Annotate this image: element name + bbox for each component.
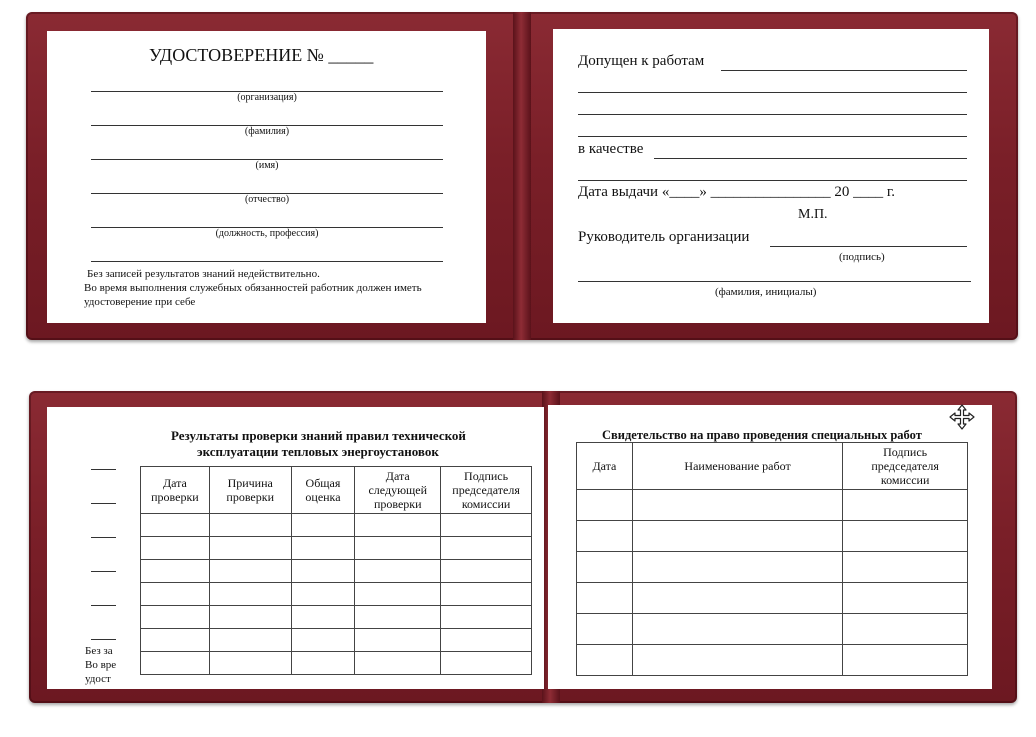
table-cell	[141, 560, 210, 583]
column-header: Дата проверки	[141, 467, 210, 514]
table-cell	[577, 645, 633, 676]
table-cell	[291, 583, 355, 606]
table-cell	[141, 606, 210, 629]
special-works-row	[577, 645, 968, 676]
table-cell	[291, 537, 355, 560]
issue-date: Дата выдачи «____» ________________ 20 ____ г.	[578, 184, 896, 200]
table-cell	[209, 652, 291, 675]
table-cell	[843, 521, 968, 552]
admitted-label: Допущен к работам	[578, 53, 705, 69]
table-cell	[441, 583, 532, 606]
table-cell	[843, 490, 968, 521]
surname-caption: (фамилия)	[244, 126, 290, 137]
admitted-line-4	[578, 136, 967, 137]
table-cell	[291, 629, 355, 652]
head-label: Руководитель организации	[578, 229, 750, 245]
table-cell	[632, 614, 842, 645]
table-cell	[632, 490, 842, 521]
special-works-table	[576, 442, 968, 676]
table-cell	[355, 652, 441, 675]
table-cell	[843, 552, 968, 583]
table-cell	[441, 606, 532, 629]
patronymic-caption: (отчество)	[244, 194, 290, 205]
signature-caption: (подпись)	[839, 251, 885, 263]
table-cell	[632, 645, 842, 676]
hidden-page-line-2	[91, 503, 116, 504]
duty-note-end: удостоверение при себе	[84, 296, 196, 308]
table-cell	[141, 514, 210, 537]
special-works-row	[577, 583, 968, 614]
hidden-page-line-4	[91, 571, 116, 572]
hidden-note-2: Во вре	[85, 659, 117, 671]
table-cell	[355, 560, 441, 583]
table-cell	[441, 514, 532, 537]
table-cell	[209, 537, 291, 560]
table-cell	[843, 645, 968, 676]
duty-note: Во время выполнения служебных обязанностей работник должен иметь	[84, 282, 422, 294]
table-cell	[209, 583, 291, 606]
hidden-note-3: удост	[85, 673, 111, 685]
organization-caption: (организация)	[237, 92, 297, 103]
table-cell	[355, 629, 441, 652]
results-table-body	[141, 514, 532, 675]
table-cell	[355, 583, 441, 606]
hidden-note-1: Без за	[85, 645, 113, 657]
table-cell	[209, 560, 291, 583]
results-row	[141, 514, 532, 537]
table-cell	[355, 537, 441, 560]
table-cell	[141, 583, 210, 606]
table-cell	[577, 552, 633, 583]
table-cell	[577, 614, 633, 645]
results-header-row	[141, 467, 532, 514]
table-cell	[441, 629, 532, 652]
special-works-row	[577, 490, 968, 521]
table-cell	[632, 521, 842, 552]
special-works-page	[548, 405, 992, 689]
hidden-page-line-1	[91, 469, 116, 470]
as-line-2	[578, 180, 967, 181]
position-caption: (должность, профессия)	[215, 228, 319, 239]
blank-line	[91, 261, 443, 262]
column-header: Подпись председателя комиссии	[441, 467, 532, 514]
results-row	[141, 652, 532, 675]
certificate-front-page	[47, 31, 486, 323]
results-title-line2: эксплуатации тепловых энергоустановок	[197, 444, 439, 459]
table-cell	[355, 606, 441, 629]
head-signature-line	[770, 246, 967, 247]
table-cell	[291, 606, 355, 629]
table-cell	[291, 560, 355, 583]
table-cell	[355, 514, 441, 537]
results-row	[141, 606, 532, 629]
table-cell	[291, 652, 355, 675]
table-cell	[141, 537, 210, 560]
results-row	[141, 537, 532, 560]
special-works-header-row	[577, 443, 968, 490]
special-works-row	[577, 521, 968, 552]
column-header: Общая оценка	[291, 467, 355, 514]
name-initials-caption: (фамилия, инициалы)	[715, 286, 817, 298]
as-line	[654, 158, 967, 159]
column-header: Наименование работ	[632, 443, 842, 490]
knowledge-check-page	[47, 407, 544, 689]
table-cell	[141, 629, 210, 652]
move-cursor-icon	[949, 404, 975, 430]
head-name-line	[578, 281, 971, 282]
admitted-line-3	[578, 114, 967, 115]
validity-note: Без записей результатов знаний недействительно.	[87, 268, 320, 280]
admitted-line	[721, 70, 967, 71]
table-cell	[577, 490, 633, 521]
hidden-page-line-5	[91, 605, 116, 606]
special-works-title: Свидетельство на право проведения специальных работ	[602, 428, 922, 442]
results-row	[141, 560, 532, 583]
top-booklet-spine	[513, 12, 531, 340]
table-cell	[441, 537, 532, 560]
table-cell	[441, 652, 532, 675]
table-cell	[291, 514, 355, 537]
hidden-page-line-6	[91, 639, 116, 640]
table-cell	[577, 521, 633, 552]
stamp-label: М.П.	[798, 207, 828, 222]
certificate-title: УДОСТОВЕРЕНИЕ № _____	[149, 45, 374, 65]
column-header: Причина проверки	[209, 467, 291, 514]
results-row	[141, 583, 532, 606]
hidden-page-line-3	[91, 537, 116, 538]
special-works-row	[577, 614, 968, 645]
column-header: Дата следующей проверки	[355, 467, 441, 514]
table-cell	[141, 652, 210, 675]
table-cell	[843, 583, 968, 614]
admitted-line-2	[578, 92, 967, 93]
table-cell	[843, 614, 968, 645]
special-works-row	[577, 552, 968, 583]
as-label: в качестве	[578, 141, 644, 157]
name-caption: (имя)	[255, 160, 279, 171]
table-cell	[632, 552, 842, 583]
table-cell	[209, 629, 291, 652]
table-cell	[209, 514, 291, 537]
table-cell	[441, 560, 532, 583]
special-works-table-body	[577, 490, 968, 676]
table-cell	[632, 583, 842, 614]
column-header: Дата	[577, 443, 633, 490]
certificate-admission-page	[553, 29, 989, 323]
table-cell	[577, 583, 633, 614]
column-header: Подпись председателя комиссии	[843, 443, 968, 490]
results-row	[141, 629, 532, 652]
results-title-line1: Результаты проверки знаний правил технической	[171, 428, 466, 443]
results-table	[140, 466, 532, 675]
table-cell	[209, 606, 291, 629]
